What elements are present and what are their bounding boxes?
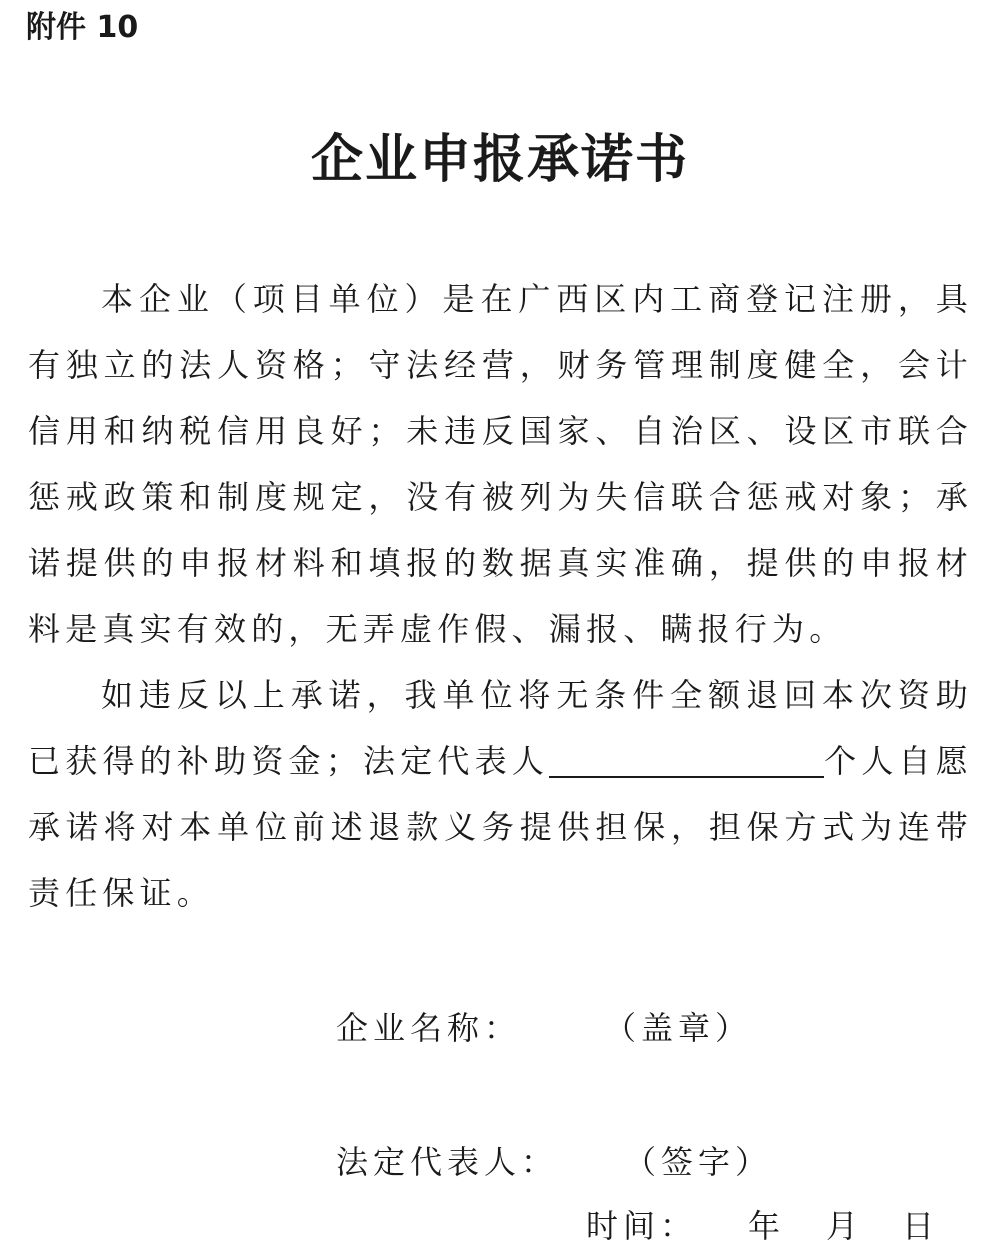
date-year-label: 年 <box>748 1207 786 1245</box>
date-month-label: 月 <box>826 1207 864 1245</box>
representative-name-blank[interactable] <box>549 736 824 778</box>
paragraph-2-text-before: 如违反以上承诺，我单位将无条件全额退回本次资助已获得的补助资金；法定代表人 <box>28 676 973 780</box>
commitment-paragraph-1 <box>28 266 973 662</box>
signature-note: （签字） <box>624 1143 773 1181</box>
paragraph-2-text-after: 个人自愿承诺将对本单位前述退款义务提供担保，担保方式为连带责任保证。 <box>28 742 973 912</box>
date-label: 时间： <box>586 1207 698 1245</box>
company-name-label: 企业名称： <box>336 1009 522 1047</box>
paragraph-1-text: 本企业（项目单位）是在广西区内工商登记注册，具有独立的法人资格；守法经营，财务管理制度健全，会计信用和纳税信用良好；未违反国家、自治区、设区市联合惩戒政策和制度规定，没有被列为失信联合惩戒对象；承诺提供的申报材料和填报的数据真实准确，提供的申报材料是真实有效的，无弄虚作假、漏报、瞒报行为。 <box>28 280 973 648</box>
date-day-label: 日 <box>902 1207 940 1245</box>
document-title: 企业申报承诺书 <box>310 130 689 190</box>
commitment-paragraph-2 <box>28 662 973 926</box>
legal-representative-label: 法定代表人： <box>336 1143 559 1181</box>
seal-note: （盖章） <box>604 1009 753 1047</box>
commitment-body <box>28 266 973 926</box>
attachment-label: 附件 10 <box>26 10 139 45</box>
